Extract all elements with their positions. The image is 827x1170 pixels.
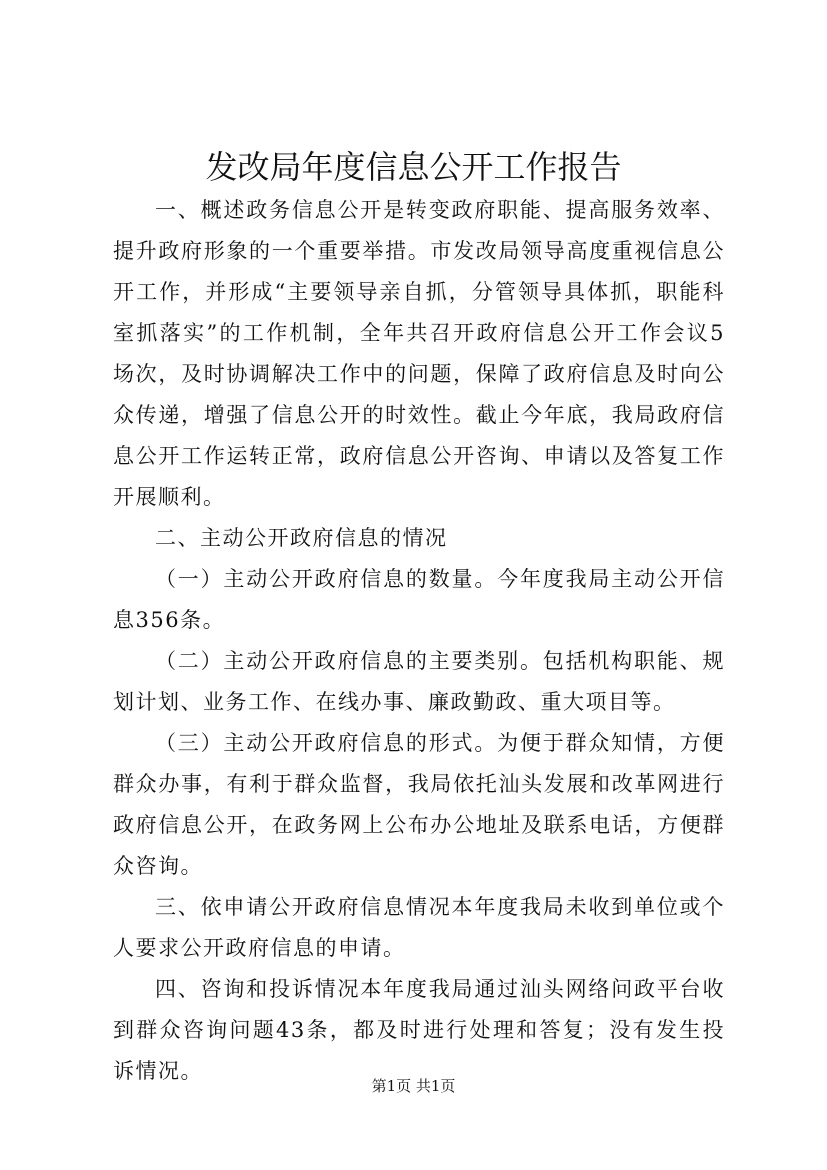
paragraph-overview: 一、概述政务信息公开是转变政府职能、提高服务效率、提升政府形象的一个重要举措。市发改局领导高度重视信息公开工作，并形成“主要领导亲自抓，分管领导具体抓，职能科室抓落实”的工作机制，全年共召开政府信息公开工作会议5场次，及时协调解决工作中的问题，保障了政府信息及时向公众传递，增强了信息公开的时效性。截止今年底，我局政府信息公开工作运转正常，政府信息公开咨询、申请以及答复工作开展顺利。 — [113, 198, 725, 509]
paragraph-section-2-heading: 二、主动公开政府信息的情况 — [155, 526, 448, 550]
document-title: 发改局年度信息公开工作报告 — [205, 148, 622, 186]
paragraph-info-categories: （二）主动公开政府信息的主要类别。包括机构职能、规划计划、业务工作、在线办事、廉政勤政、重大项目等。 — [113, 649, 725, 714]
paragraph-consultation: 四、咨询和投诉情况本年度我局通过汕头网络问政平台收到群众咨询问题43条，都及时进行处理和答复；没有发生投诉情况。 — [113, 977, 725, 1083]
paragraph-info-forms: （三）主动公开政府信息的形式。为便于群众知情，方便群众办事，有利于群众监督，我局依托汕头发展和改革网进行政府信息公开，在政务网上公布办公地址及联系电话，方便群众咨询。 — [113, 731, 725, 878]
paragraph-application: 三、依申请公开政府信息情况本年度我局未收到单位或个人要求公开政府信息的申请。 — [113, 895, 725, 960]
document-body — [113, 190, 725, 1092]
page-number-footer: 第1页 共1页 — [371, 1077, 456, 1095]
paragraph-info-quantity: （一）主动公开政府信息的数量。今年度我局主动公开信息356条。 — [113, 567, 725, 632]
